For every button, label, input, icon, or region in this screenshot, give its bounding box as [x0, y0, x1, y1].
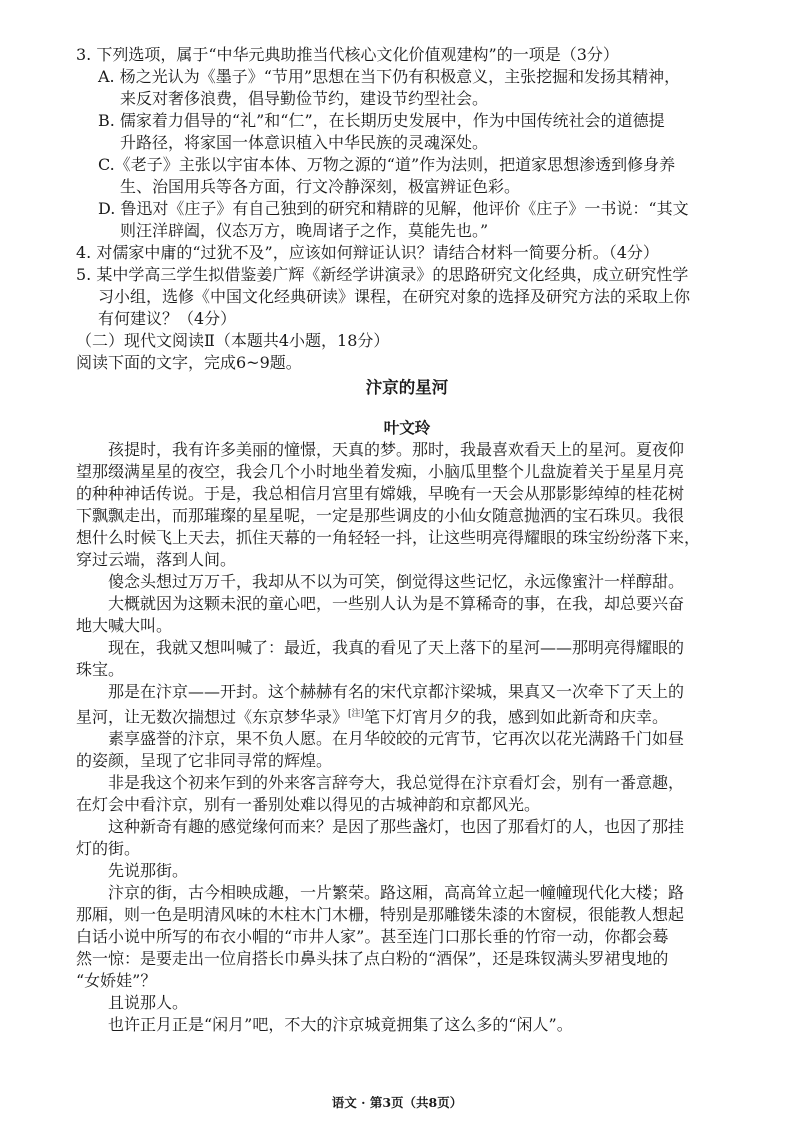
paragraph-4-line-2: 珠宝。	[76, 659, 125, 679]
option-b-line-2: 升路径，将家国一体意识植入中华民族的灵魂深处。	[120, 133, 489, 152]
option-c-line-1: C.《老子》主张以宇宙本体、万物之源的“道”作为法则，把道家思想渗透到修身养	[98, 155, 676, 174]
paragraph-8-line-2: 灯的街。	[76, 838, 141, 858]
paragraph-4-line-1: 现在，我就又想叫喊了：最近，我真的看见了天上落下的星河——那明亮得耀眼的	[108, 637, 685, 657]
paragraph-1-line-5: 想什么时候飞上天去，抓住天幕的一角轻轻一抖，让这些明亮得耀眼的珠宝纷纷落下来，	[76, 527, 701, 547]
paragraph-8-line-1: 这种新奇有趣的感觉缘何而来？是因了那些盏灯，也因了那看灯的人，也因了那挂	[108, 816, 685, 836]
paragraph-5-line-2-part-2: 笔下灯宵月夕的我，感到如此新奇和庆幸。	[364, 706, 669, 726]
paragraph-6-line-1: 素享盛誉的汴京，果不负人愿。在月华皎皎的元宵节，它再次以花光满路千门如昼	[108, 728, 685, 748]
paragraph-7-line-2: 在灯会中看汴京，别有一番别处难以得见的古城神韵和京都风光。	[76, 794, 541, 814]
paragraph-11-line-1: 且说那人。	[108, 992, 189, 1012]
paragraph-10-line-1: 汴京的街，古今相映成趣，一片繁荣。路这厢，高高耸立起一幢幢现代化大楼；路	[108, 882, 685, 902]
paragraph-5-line-1: 那是在汴京——开封。这个赫赫有名的宋代京都汴梁城，果真又一次牵下了天上的	[108, 681, 685, 701]
paragraph-1-line-6: 穿过云端，落到人间。	[76, 549, 237, 569]
option-a-line-2: 来反对奢侈浪费，倡导勤俭节约，建设节约型社会。	[120, 89, 489, 108]
option-a-line-1: A. 杨之光认为《墨子》“节用”思想在当下仍有积极意义，主张挖掘和发扬其精神，	[98, 67, 681, 86]
paragraph-12-line-1: 也许正月正是“闲月”吧，不大的汴京城竟拥集了这么多的“闲人”。	[108, 1014, 573, 1034]
question-5-line-2: 习小组，选修《中国文化经典研读》课程，在研究对象的选择及研究方法的采取上你	[98, 287, 691, 306]
page-footer: 语文 · 第3页（共8页）	[331, 1095, 463, 1110]
paragraph-10-line-3: 白话小说中所写的布衣小帽的“市井人家”。甚至连门口那长垂的竹帘一动，你都会蓦	[76, 926, 669, 946]
question-5-line-3: 有何建议？（4分）	[98, 309, 237, 328]
paragraph-1-line-2: 望那缀满星星的夜空，我会几个小时地坐着发痴，小脑瓜里整个儿盘旋着关于星星月亮	[76, 461, 685, 481]
option-d-line-2: 则汪洋辟阖，仪态万方，晚周诸子之作，莫能先也。”	[120, 221, 489, 240]
article-title: 汴京的星河	[365, 378, 449, 397]
article-author: 叶文玲	[383, 417, 431, 437]
paragraph-5-line-2-part-1: 星河，让无数次揣想过《东京梦华录》	[76, 706, 349, 726]
section-instruction: 阅读下面的文字，完成6~9题。	[76, 353, 302, 372]
paragraph-3-line-1: 大概就因为这颗未泯的童心吧，一些别人认为是不算稀奇的事，在我，却总要兴奋	[108, 593, 685, 613]
question-4: 4. 对儒家中庸的“过犹不及”，应该如何辩证认识？请结合材料一简要分析。（4分）	[76, 243, 659, 262]
paragraph-1-line-4: 下飘飘走出，而那璀璨的星星呢，一定是那些调皮的小仙女随意抛洒的宝石珠贝。我很	[76, 505, 685, 525]
exam-page	[76, 44, 738, 1036]
paragraph-3-line-2: 地大喊大叫。	[76, 615, 173, 635]
paragraph-5-line-2	[76, 703, 738, 728]
section-heading: （二）现代文阅读Ⅱ（本题共4小题，18分）	[76, 331, 390, 350]
question-3	[76, 44, 738, 242]
option-c-line-2: 生、治国用兵等各方面，行文冷静深刻，极富辨证色彩。	[120, 177, 521, 196]
question-5-line-1: 5. 某中学高三学生拟借鉴姜广辉《新经学讲演录》的思路研究文化经典，成立研究性学	[76, 265, 689, 284]
paragraph-2-line-1: 傻念头想过万万千，我却从不以为可笑，倒觉得这些记忆，永远像蜜汁一样醇甜。	[108, 571, 685, 591]
paragraph-7-line-1: 非是我这个初来乍到的外来客言辞夸大，我总觉得在汴京看灯会，别有一番意趣，	[108, 772, 685, 792]
option-b-line-1: B. 儒家着力倡导的“礼”和“仁”，在长期历史发展中，作为中国传统社会的道德提	[98, 111, 665, 130]
question-5	[76, 264, 738, 330]
paragraph-9-line-1: 先说那街。	[108, 860, 189, 880]
paragraph-10-line-2: 那厢，则一色是明清风味的木柱木门木栅，特别是那雕镂朱漆的木窗棂，很能教人想起	[76, 904, 685, 924]
footnote-marker: [注]	[348, 708, 365, 719]
paragraph-6-line-2: 的姿颜，呈现了它非同寻常的辉煌。	[76, 750, 333, 770]
paragraph-10-line-5: “女娇娃”？	[76, 970, 157, 990]
question-3-stem: 3. 下列选项，属于“中华元典助推当代核心文化价值观建构”的一项是（3分）	[76, 45, 619, 64]
paragraph-10-line-4: 然一惊：是要走出一位肩搭长巾鼻头抹了点白粉的“酒保”，还是珠钗满头罗裙曳地的	[76, 948, 669, 968]
paragraph-1-line-1: 孩提时，我有许多美丽的憧憬，天真的梦。那时，我最喜欢看天上的星河。夏夜仰	[108, 439, 685, 459]
paragraph-1-line-3: 的种种神话传说。于是，我总相信月宫里有嫦娥，早晚有一天会从那影影绰绰的桂花树	[76, 483, 685, 503]
article-body	[76, 439, 738, 1036]
option-d-line-1: D. 鲁迅对《庄子》有自己独到的研究和精辟的见解，他评价《庄子》一书说：“其文	[98, 199, 689, 218]
